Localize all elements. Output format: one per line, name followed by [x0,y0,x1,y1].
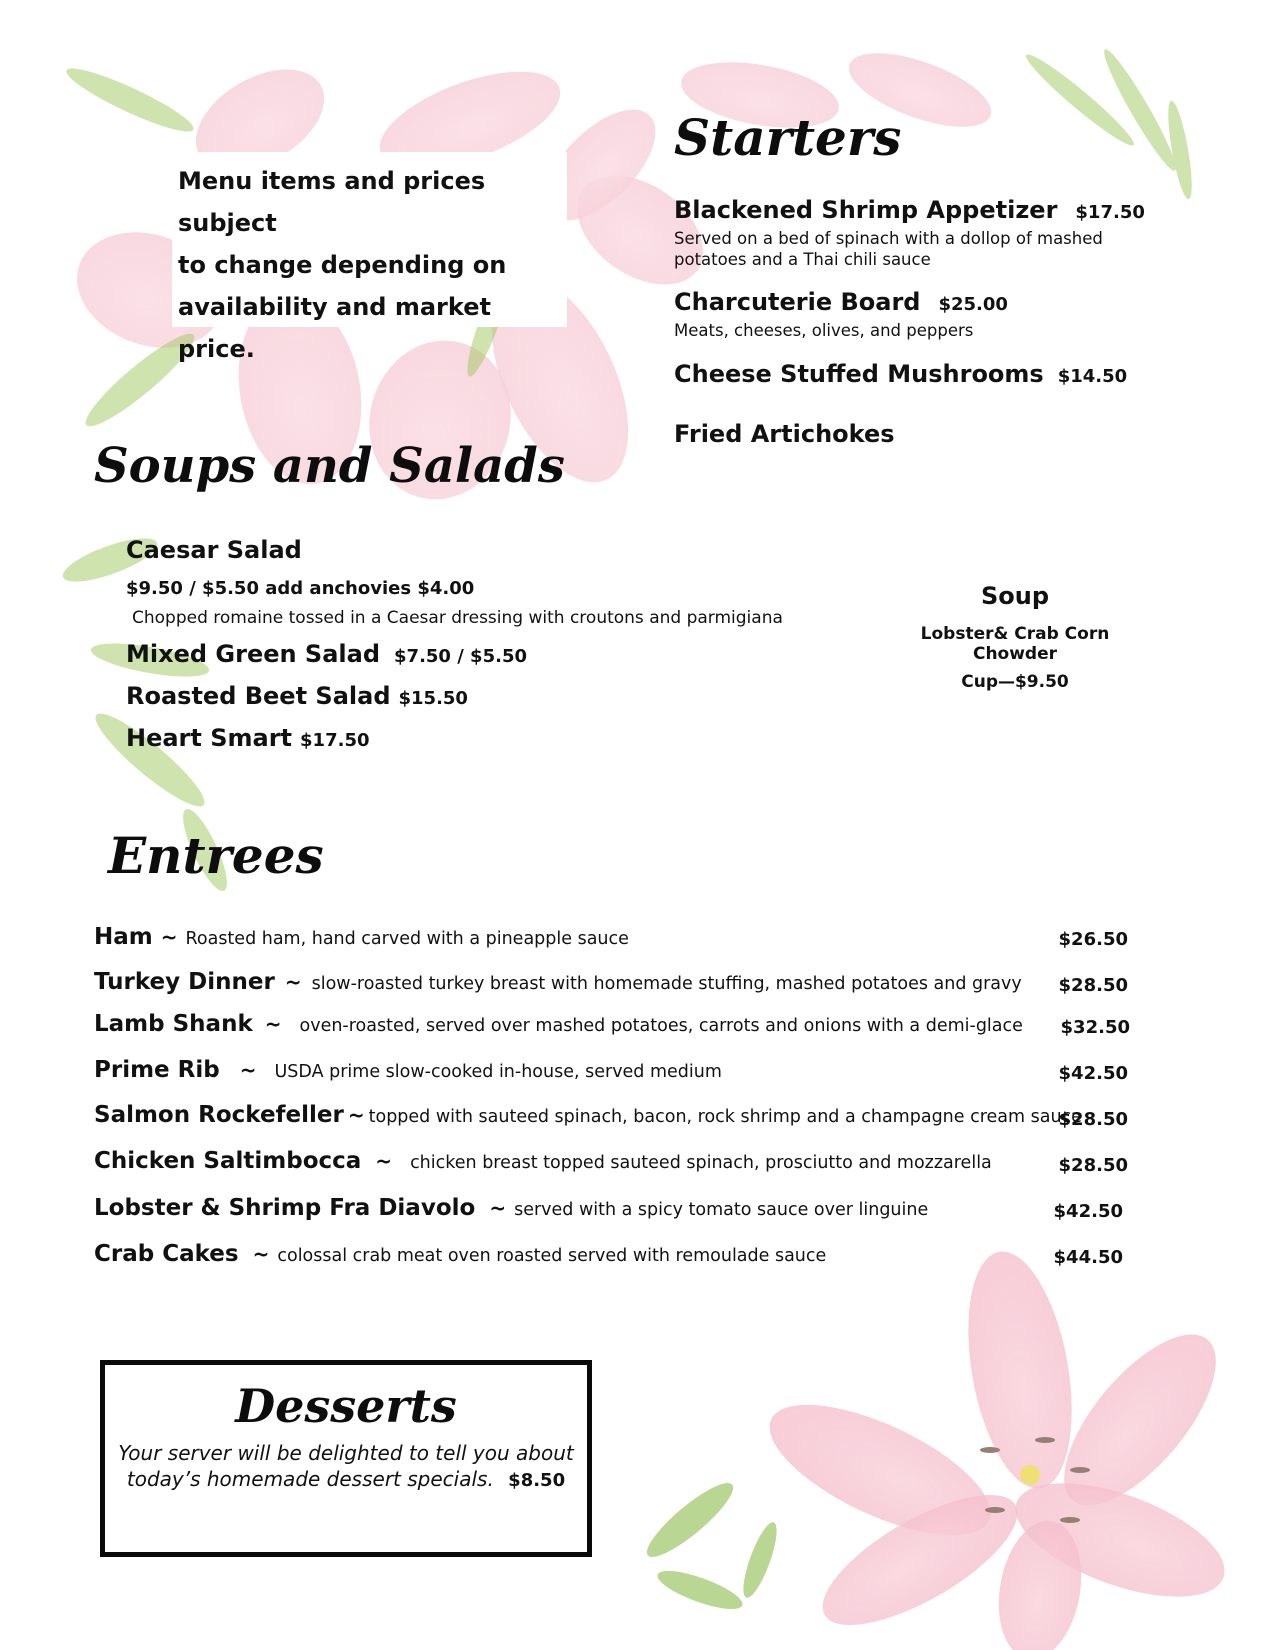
starter-desc: potatoes and a Thai chili sauce [674,250,931,269]
salad-price: $9.50 / $5.50 add anchovies $4.00 [126,578,475,599]
desserts-price: $8.50 [508,1470,566,1491]
entree-desc: chicken breast topped sauteed spinach, prosciutto and mozzarella [410,1153,992,1173]
salad-desc: Chopped romaine tossed in a Caesar dressing with croutons and parmigiana [132,608,783,628]
entree-tilde: ~ [375,1149,393,1173]
notice-line-2: to change depending on [178,251,507,279]
desserts-line-2: today’s homemade dessert specials. [126,1467,494,1491]
desserts-line-1: Your server will be delighted to tell you about [118,1441,574,1465]
entree-tilde: ~ [489,1196,507,1220]
entree-tilde: ~ [264,1012,282,1036]
soups-salads-heading: Soups and Salads [94,438,565,494]
starter-price: $25.00 [938,294,1008,315]
notice-box [172,152,567,363]
entree-price: $28.50 [1058,975,1128,996]
entree-price: $28.50 [1058,1155,1128,1176]
entree-name: Prime Rib [94,1057,220,1083]
notice-line-1: Menu items and prices subject [178,167,486,237]
starter-item [674,196,1145,270]
entree-name: Lobster & Shrimp Fra Diavolo [94,1195,476,1221]
starter-price: $14.50 [1057,366,1128,387]
entrees-heading: Entrees [108,826,324,885]
salad-price: $15.50 [398,688,468,709]
entree-tilde: ~ [347,1103,365,1127]
entree-desc: served with a spicy tomato sauce over linguine [514,1200,929,1220]
entree-price: $26.50 [1058,929,1128,950]
starter-desc: Meats, cheeses, olives, and peppers [674,321,974,340]
entree-name: Ham [94,924,153,950]
notice-line-3: availability and market price. [178,293,491,363]
salad-price: $17.50 [300,730,370,751]
entree-tilde: ~ [160,925,178,949]
soup-name: Lobster& Crab Corn Chowder [920,624,1110,664]
entree-row [94,1057,722,1083]
entree-price: $42.50 [1058,1063,1128,1084]
entree-name: Crab Cakes [94,1241,239,1267]
desserts-heading: Desserts [235,1379,457,1433]
starter-item [674,288,1008,341]
entree-row [94,1195,928,1221]
entree-row [94,924,629,950]
salad-item [126,724,370,752]
soup-block [880,582,1150,692]
entree-tilde: ~ [284,970,302,994]
entree-name: Chicken Saltimbocca [94,1148,362,1174]
entree-tilde: ~ [239,1058,257,1082]
entree-name: Lamb Shank [94,1011,253,1037]
entree-desc: Roasted ham, hand carved with a pineapple sauce [185,929,629,949]
entree-price: $28.50 [1058,1109,1128,1130]
entree-price: $44.50 [1053,1247,1123,1268]
salad-name: Heart Smart [126,724,293,752]
salad-price: $7.50 / $5.50 [394,646,527,667]
starter-name: Fried Artichokes [674,420,895,448]
starter-item [674,360,1127,388]
entree-desc: colossal crab meat oven roasted served with remoulade sauce [277,1246,827,1266]
starter-name: Charcuterie Board [674,288,921,316]
entree-row [94,1241,826,1267]
desserts-box [100,1360,592,1557]
salad-name: Caesar Salad [126,536,302,564]
entree-tilde: ~ [252,1242,270,1266]
starter-name: Blackened Shrimp Appetizer [674,196,1058,224]
entree-row [94,1102,1082,1128]
starter-price: $17.50 [1075,202,1145,223]
desserts-line-2-row [105,1467,587,1491]
starter-name: Cheese Stuffed Mushrooms [674,360,1044,388]
entree-row [94,969,1022,995]
entree-desc: oven-roasted, served over mashed potatoes, carrots and onions with a demi-glace [299,1016,1023,1036]
salad-name: Roasted Beet Salad [126,682,391,710]
salad-item [126,682,468,710]
entree-desc: USDA prime slow-cooked in-house, served medium [274,1062,722,1082]
entree-desc: slow-roasted turkey breast with homemade stuffing, mashed potatoes and gravy [311,974,1022,994]
salad-name: Mixed Green Salad [126,640,381,668]
entree-price: $32.50 [1060,1017,1130,1038]
entree-desc: topped with sauteed spinach, bacon, rock shrimp and a champagne cream sauce [368,1107,1082,1127]
starter-desc: Served on a bed of spinach with a dollop of mashed [674,229,1103,248]
starters-heading: Starters [674,108,902,167]
entree-name: Salmon Rockefeller [94,1102,344,1128]
salad-item [126,640,527,668]
soup-price: Cup—$9.50 [961,672,1069,692]
entree-row [94,1148,992,1174]
starter-item [674,420,895,448]
entree-row [94,1011,1023,1037]
soup-title: Soup [980,582,1050,610]
entree-name: Turkey Dinner [94,969,275,995]
entree-price: $42.50 [1053,1201,1123,1222]
